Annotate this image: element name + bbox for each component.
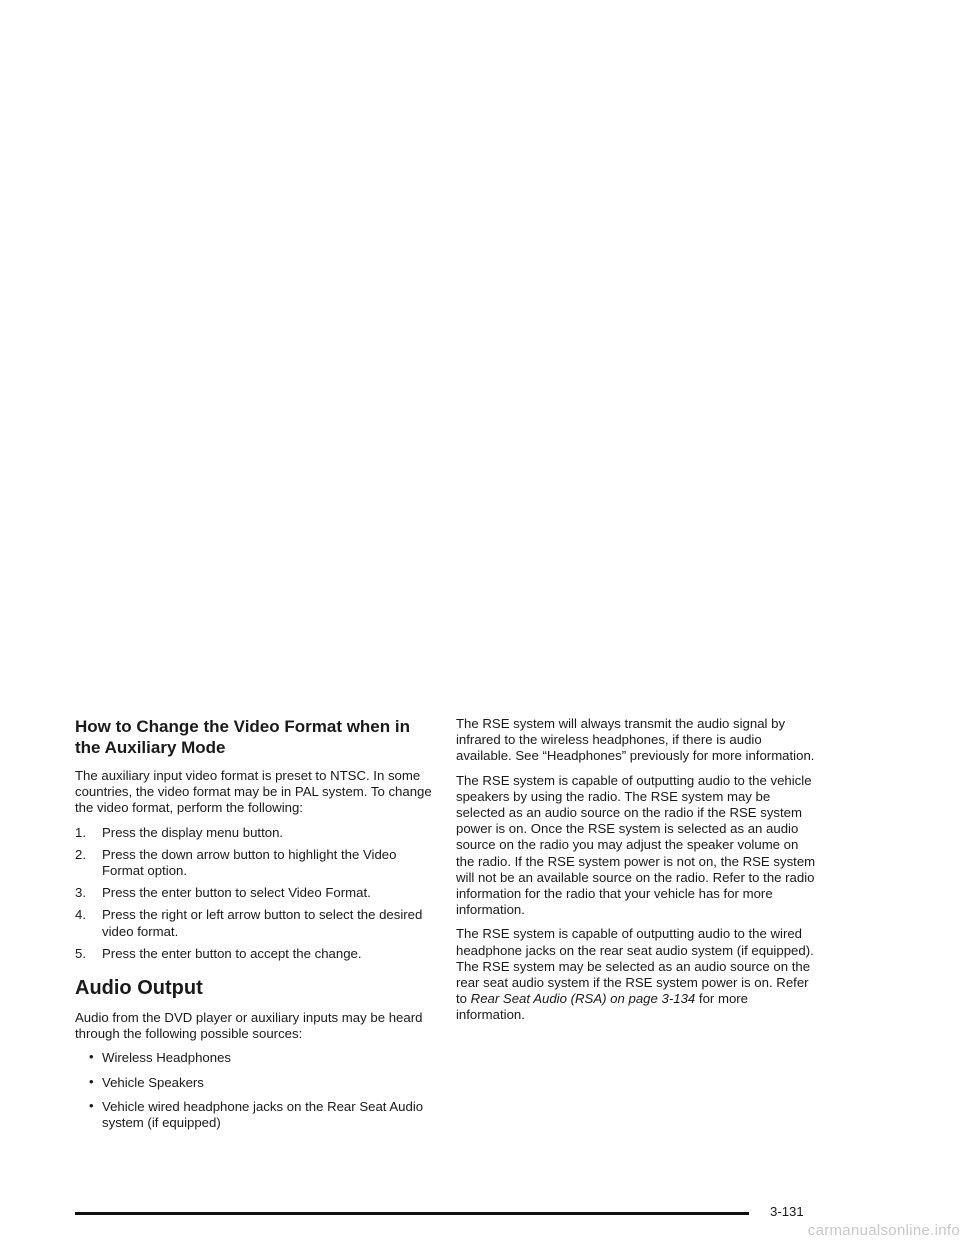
video-format-steps	[75, 825, 437, 962]
paragraph-text: The RSE system is capable of outputting audio to the wired headphone jacks on the rear seat audio system (if equipped). The RSE system may be selected as an audio source on the rear seat audio system if the RSE system power is on. Refer to	[456, 926, 814, 1007]
wired-headphones-paragraph	[456, 926, 818, 1023]
step-item	[75, 946, 437, 962]
paragraph-text-end: for more information.	[456, 991, 749, 1023]
step-number: 2.	[75, 846, 86, 862]
bullet-icon: •	[89, 1073, 94, 1089]
page-number: 3-131	[770, 1204, 804, 1219]
step-item	[75, 885, 437, 901]
step-text: Press the enter button to select Video Format.	[102, 885, 371, 901]
step-item	[75, 907, 437, 939]
wireless-headphones-paragraph: The RSE system will always transmit the audio signal by infrared to the wireless headphones, if there is audio available. See “Headphones” previously for more information.	[456, 716, 815, 764]
step-number: 3.	[75, 885, 86, 901]
step-text: Press the right or left arrow button to select the desired video format.	[102, 907, 423, 939]
step-text: Press the enter button to accept the change.	[102, 945, 362, 961]
bullet-icon: •	[89, 1049, 94, 1065]
left-column	[75, 716, 437, 1139]
rsa-page-reference-link[interactable]: Rear Seat Audio (RSA) on page 3-134	[470, 991, 696, 1007]
step-text: Press the display menu button.	[102, 824, 284, 840]
video-format-intro: The auxiliary input video format is preset to NTSC. In some countries, the video format may be in PAL system. To change the video format, perform the following:	[75, 768, 432, 816]
step-item	[75, 825, 437, 841]
audio-output-intro: Audio from the DVD player or auxiliary inputs may be heard through the following possible sources:	[75, 1010, 423, 1042]
right-column	[456, 716, 818, 1032]
vehicle-speakers-paragraph: The RSE system is capable of outputting audio to the vehicle speakers by using the radio. The RSE system may be selected as an audio source on the radio if the RSE system power is on. Once the RSE system is selected as an audio source on the radio you may adjust the speaker volume on the radio. If the RSE system power is not on, the RSE system will not be an available source on the radio. Refer to the radio information for the radio that your vehicle has for more information.	[456, 772, 816, 918]
step-number: 5.	[75, 945, 86, 961]
footer-divider	[75, 1212, 749, 1215]
step-text: Press the down arrow button to highlight the Video Format option.	[102, 846, 397, 879]
list-item-text: Vehicle Speakers	[102, 1074, 204, 1090]
step-number: 1.	[75, 824, 86, 840]
audio-output-heading: Audio Output	[75, 977, 203, 1000]
list-item	[75, 1050, 437, 1066]
step-number: 4.	[75, 907, 86, 923]
step-item	[75, 847, 437, 879]
list-item-text: Wireless Headphones	[102, 1050, 232, 1066]
video-format-heading: How to Change the Video Format when in the Auxiliary Mode	[75, 717, 410, 757]
list-item	[75, 1099, 437, 1131]
list-item-text: Vehicle wired headphone jacks on the Rear Seat Audio system (if equipped)	[102, 1098, 424, 1131]
bullet-icon: •	[89, 1097, 94, 1113]
watermark: carmanualsonline.info	[807, 1222, 960, 1239]
list-item	[75, 1075, 437, 1091]
audio-sources-list	[75, 1050, 437, 1131]
